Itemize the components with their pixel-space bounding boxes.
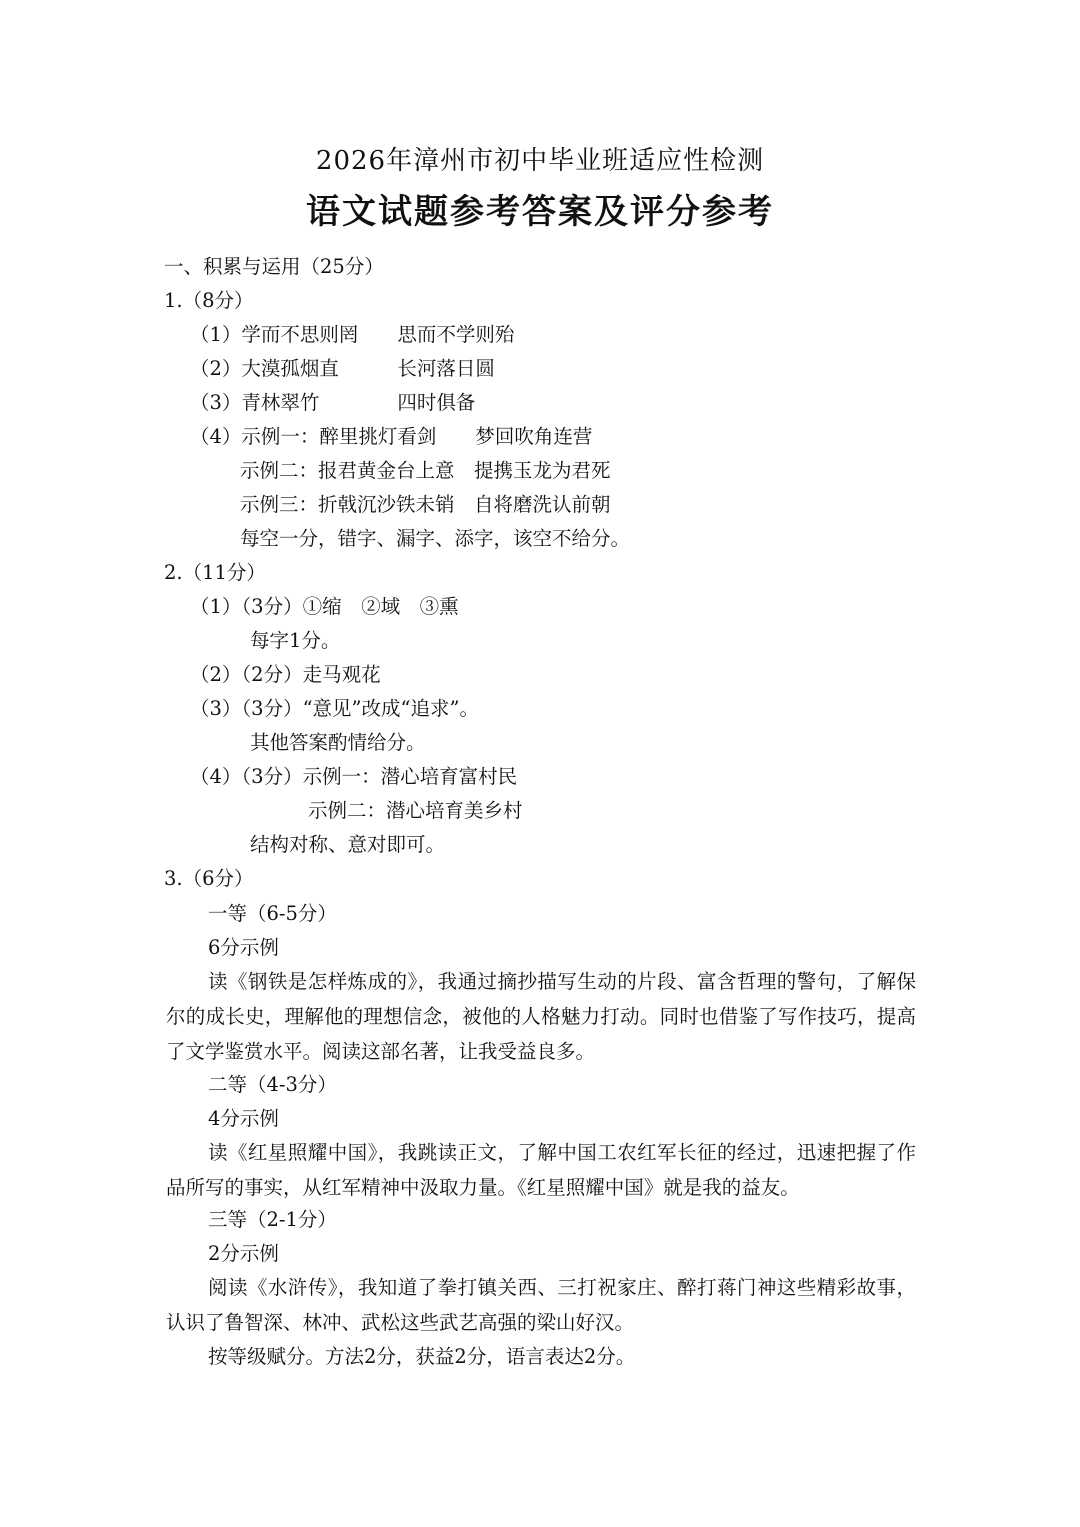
q3-level-3: 三等（2-1分） (208, 1208, 337, 1231)
q1-answer-1: （1）学而不思则罔 思而不学则殆 (190, 323, 515, 346)
q1-answer-4-example-3: 示例三：折戟沉沙铁未销 自将磨洗认前朝 (240, 493, 611, 516)
q2-answer-3: （3）（3分）“意见”改成“追求”。 (190, 697, 479, 720)
q1-answer-4-example-2: 示例二：报君黄金台上意 提携玉龙为君死 (240, 459, 611, 482)
q2-answer-1-note: 每字1分。 (250, 629, 341, 652)
q3-example-2-label: 2分示例 (208, 1242, 279, 1265)
q2-answer-1: （1）（3分）①缩 ②域 ③熏 (190, 595, 459, 618)
q1-answer-4: （4）示例一：醉里挑灯看剑 梦回吹角连营 (190, 425, 593, 448)
section-heading: 一、积累与运用（25分） (164, 255, 384, 278)
q2-answer-2: （2）（2分）走马观花 (190, 663, 381, 686)
q3-label: 3.（6分） (164, 867, 254, 890)
q1-answer-3: （3）青林翠竹 四时俱备 (190, 391, 476, 414)
q1-label: 1.（8分） (164, 289, 254, 312)
q3-scoring-rule: 按等级赋分。方法2分，获益2分，语言表达2分。 (208, 1345, 636, 1368)
q2-label: 2.（11分） (164, 561, 266, 584)
q3-example-6-label: 6分示例 (208, 936, 279, 959)
exam-title: 2026年漳州市初中毕业班适应性检测 (315, 146, 765, 176)
document-subtitle: 语文试题参考答案及评分参考 (306, 192, 774, 232)
q3-level-2: 二等（4-3分） (208, 1073, 337, 1096)
q3-level-1: 一等（6-5分） (208, 902, 337, 925)
q2-answer-4-example-2: 示例二：潜心培育美乡村 (308, 799, 523, 822)
q2-answer-4: （4）（3分）示例一：潜心培育富村民 (190, 765, 518, 788)
q3-example-2-paragraph: 阅读《水浒传》，我知道了拳打镇关西、三打祝家庄、醉打蒋门神这些精彩故事，认识了鲁智深、林冲、武松这些武艺高强的梁山好汉。 (166, 1276, 916, 1334)
q1-scoring-note: 每空一分，错字、漏字、添字，该空不给分。 (240, 527, 631, 550)
q2-answer-3-note: 其他答案酌情给分。 (250, 731, 426, 754)
q3-example-4-paragraph: 读《红星照耀中国》，我跳读正文，了解中国工农红军长征的经过，迅速把握了作品所写的事实，从红军精神中汲取力量。《红星照耀中国》就是我的益友。 (166, 1141, 916, 1199)
q3-example-6-paragraph: 读《钢铁是怎样炼成的》，我通过摘抄描写生动的片段、富含哲理的警句，了解保尔的成长史，理解他的理想信念，被他的人格魅力打动。同时也借鉴了写作技巧，提高了文学鉴赏水平。阅读这部名著，让我受益良多。 (166, 970, 916, 1063)
q1-answer-2: （2）大漠孤烟直 长河落日圆 (190, 357, 495, 380)
q2-answer-4-note: 结构对称、意对即可。 (250, 833, 446, 856)
q3-example-4-label: 4分示例 (208, 1107, 279, 1130)
